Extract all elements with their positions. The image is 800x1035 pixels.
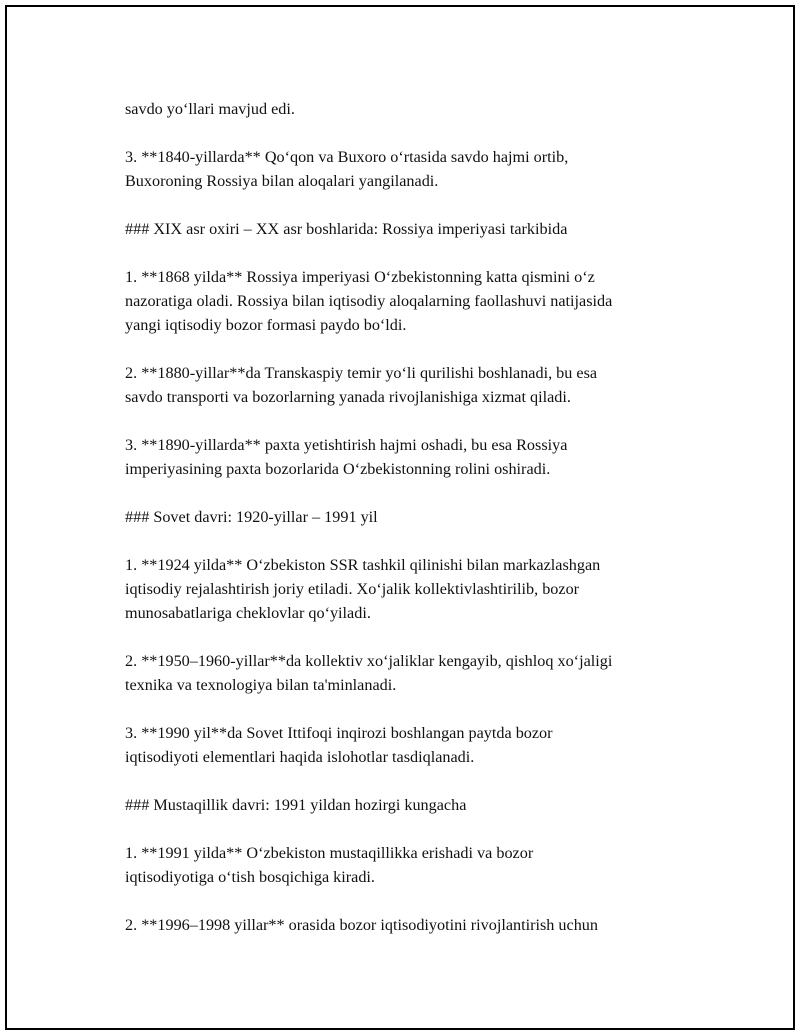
list-item (125, 841, 685, 889)
text-line: imperiyasining paxta bozorlarida O‘zbekistonning rolini oshiradi. (125, 460, 551, 478)
section-heading (125, 793, 685, 817)
text-line: ### Mustaqillik davri: 1991 yildan hozirgi kungacha (125, 796, 467, 814)
text-line: iqtisodiyoti elementlari haqida islohotlar tasdiqlanadi. (125, 748, 475, 766)
text-line: 2. **1950–1960-yillar**da kollektiv xo‘jaliklar kengayib, qishloq xo‘jaligi (125, 652, 613, 670)
text-line: nazoratiga oladi. Rossiya bilan iqtisodiy aloqalarning faollashuvi natijasida (125, 292, 613, 310)
section-heading (125, 217, 685, 241)
text-line: 2. **1880-yillar**da Transkaspiy temir yo‘li qurilishi boshlanadi, bu esa (125, 364, 598, 382)
list-item (125, 913, 685, 937)
page-frame (5, 5, 795, 1030)
text-line: 3. **1890-yillarda** paxta yetishtirish hajmi oshadi, bu esa Rossiya (125, 436, 568, 454)
text-line: 1. **1991 yilda** O‘zbekiston mustaqillikka erishadi va bozor (125, 844, 534, 862)
text-line: 3. **1990 yil**da Sovet Ittifoqi inqirozi boshlangan paytda bozor (125, 724, 553, 742)
text-line: savdo yo‘llari mavjud edi. (125, 100, 295, 118)
list-item (125, 721, 685, 769)
list-item (125, 145, 685, 193)
list-item (125, 265, 685, 337)
list-item (125, 361, 685, 409)
text-line: yangi iqtisodiy bozor formasi paydo bo‘ldi. (125, 316, 407, 334)
text-line: texnika va texnologiya bilan ta'minlanadi. (125, 676, 397, 694)
text-line: iqtisodiy rejalashtirish joriy etiladi. Xo‘jalik kollektivlashtirilib, bozor (125, 580, 580, 598)
paragraph (125, 97, 685, 121)
text-line: munosabatlariga cheklovlar qo‘yiladi. (125, 604, 371, 622)
section-heading (125, 505, 685, 529)
text-line: 1. **1868 yilda** Rossiya imperiyasi O‘zbekistonning katta qismini o‘z (125, 268, 595, 286)
text-line: ### XIX asr oxiri – XX asr boshlarida: Rossiya imperiyasi tarkibida (125, 220, 568, 238)
text-line: Buxoroning Rossiya bilan aloqalari yangilanadi. (125, 172, 439, 190)
document-body (125, 97, 685, 961)
text-line: savdo transporti va bozorlarning yanada rivojlanishiga xizmat qiladi. (125, 388, 571, 406)
text-line: iqtisodiyotiga o‘tish bosqichiga kiradi. (125, 868, 375, 886)
list-item (125, 553, 685, 625)
text-line: 2. **1996–1998 yillar** orasida bozor iqtisodiyotini rivojlantirish uchun (125, 916, 598, 934)
list-item (125, 649, 685, 697)
text-line: ### Sovet davri: 1920-yillar – 1991 yil (125, 508, 378, 526)
list-item (125, 433, 685, 481)
text-line: 3. **1840-yillarda** Qo‘qon va Buxoro o‘rtasida savdo hajmi ortib, (125, 148, 569, 166)
text-line: 1. **1924 yilda** O‘zbekiston SSR tashkil qilinishi bilan markazlashgan (125, 556, 601, 574)
